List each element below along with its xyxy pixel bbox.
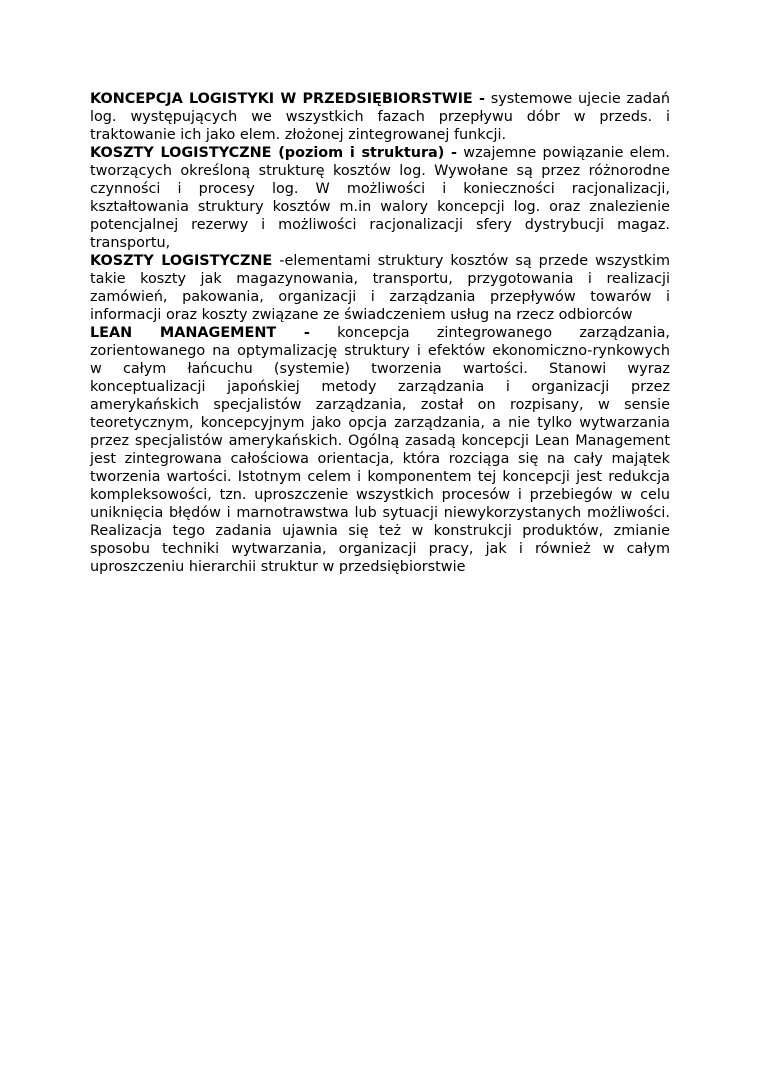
- entry-term: KOSZTY LOGISTYCZNE (poziom i struktura) -: [90, 145, 458, 161]
- entry-lean-management: [90, 324, 670, 576]
- entry-term: KONCEPCJA LOGISTYKI W PRZEDSIĘBIORSTWIE -: [90, 91, 485, 107]
- entry-text: koncepcja zintegrowanego zarządzania, zorientowanego na optymalizację struktury i efektów ekonomiczno-rynkowych w całym łańcuchu (systemie) tworzenia wartości. Stanowi wyraz konceptualizacji japońskiej metody zarządzania i organizacji przez amerykańskich specjalistów zarządzania, został on rozpisany, w sensie teoretycznym, koncepcyjnym jako opcja zarządzania, a nie tylko wytwarzania przez specjalistów amerykańskich. Ogólną zasadą koncepcji Lean Management jest zintegrowana całościowa orientacja, która rozciąga się na cały majątek tworzenia wartości. Istotnym celem i komponentem tej koncepcji jest redukcja kompleksowości, tzn. uproszczenie wszystkich procesów i przebiegów w celu uniknięcia błędów i marnotrawstwa lub sytuacji niewykorzystanych możliwości. Realizacja tego zadania ujawnia się też w konstrukcji produktów, zmianie sposobu techniki wytwarzania, organizacji pracy, jak i również w całym uproszczeniu hierarchii struktur w przedsiębiorstwie: [90, 325, 670, 575]
- entry-koszty-logistyczne-poziom: [90, 144, 670, 252]
- entry-text: wzajemne powiązanie elem. tworzących określoną strukturę kosztów log. Wywołane są przez różnorodne czynności i procesy log. W możliwości i konieczności racjonalizacji, kształtowania struktury kosztów m.in walory koncepcji log. oraz znalezienie potencjalnej rezerwy i możliwości racjonalizacji sfery dystrybucji magaz. transportu,: [90, 145, 670, 251]
- entry-term: KOSZTY LOGISTYCZNE: [90, 253, 273, 269]
- entry-text: -elementami struktury kosztów są przede wszystkim takie koszty jak magazynowania, transportu, przygotowania i realizacji zamówień, pakowania, organizacji i zarządzania przepływów towarów i informacji oraz koszty związane ze świadczeniem usług na rzecz odbiorców: [90, 253, 670, 323]
- entry-koszty-logistyczne: [90, 252, 670, 324]
- entry-text: systemowe ujecie zadań log. występujących we wszystkich fazach przepływu dóbr w przeds. i traktowanie ich jako elem. złożonej zintegrowanej funkcji.: [90, 91, 671, 143]
- entry-term: LEAN MANAGEMENT -: [90, 325, 310, 341]
- document-body: [90, 90, 670, 576]
- entry-koncepcja-logistyki: [90, 90, 670, 144]
